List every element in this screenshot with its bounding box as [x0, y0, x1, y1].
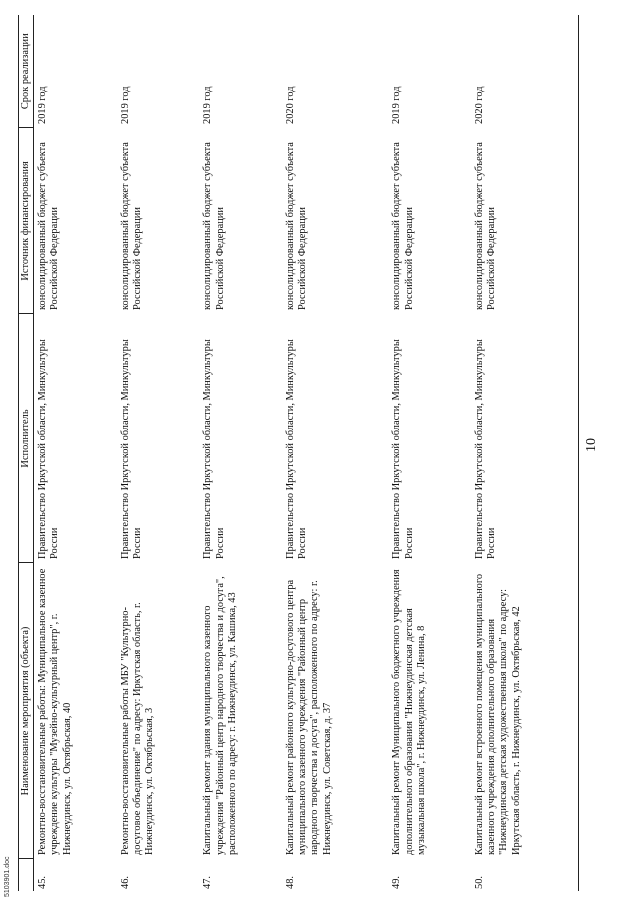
header-source: Источник финансирования — [19, 128, 34, 314]
row-source: консолидированный бюджет субъекта Российской Федерации — [284, 142, 309, 310]
header-number — [19, 859, 34, 891]
table-row — [388, 15, 470, 891]
row-executor: Правительство Иркутской области, Минкультуры России — [119, 339, 144, 559]
page-number: 10 — [584, 438, 599, 452]
row-executor: Правительство Иркутской области, Минкультуры России — [471, 314, 579, 563]
header-executor: Исполнитель — [19, 314, 34, 563]
row-term: 2020 год — [471, 15, 579, 128]
row-term: 2019 год — [37, 86, 48, 124]
row-executor: Правительство Иркутской области, Минкультуры России — [391, 339, 415, 559]
row-name: Капитальный ремонт Муниципального бюджетного учреждения дополнительного образования "Нижнеудинская детская музыкальная школа", г. Нижнеудинск, ул. Ленина, 8 — [391, 569, 427, 855]
measures-table — [18, 15, 579, 891]
file-name-footer: 5103901.doc — [4, 856, 11, 897]
table-row — [199, 15, 281, 891]
row-source: консолидированный бюджет субъекта Российской Федерации — [471, 128, 579, 314]
table-header-row — [19, 15, 34, 891]
row-number: 46. — [119, 876, 131, 889]
row-number: 49. — [391, 876, 403, 889]
table-row — [117, 15, 199, 891]
row-term: 2019 год — [202, 86, 214, 124]
header-name: Наименование мероприятия (объекта) — [19, 563, 34, 859]
row-executor: Правительство Иркутской области, Минкультуры России — [284, 339, 309, 559]
row-term: 2020 год — [284, 86, 296, 124]
row-term: 2019 год — [391, 86, 403, 124]
row-source: консолидированный бюджет субъекта Российской Федерации — [202, 142, 226, 310]
row-name: Капитальный ремонт встроенного помещения муниципального казенного учреждения дополнительного образования "Нижнеудинская детская художественная школа" по адресу: Иркутская область, г. Нижнеудинск, ул. Октябрьская, 42 — [471, 563, 579, 859]
table-row — [282, 15, 389, 891]
row-name: Ремонтно-восстановительные работы: Муниципальное казенное учреждение культуры "Музейно-культурный центр", г. Нижнеудинск, ул. Октябрьская, 40 — [37, 568, 73, 855]
row-source: консолидированный бюджет субъекта Российской Федерации — [37, 142, 61, 310]
row-source: консолидированный бюджет субъекта Российской Федерации — [391, 142, 415, 310]
row-executor: Правительство Иркутской области, Минкультуры России — [37, 339, 61, 559]
row-number: 50. — [471, 859, 579, 891]
table-row — [34, 15, 117, 891]
row-executor: Правительство Иркутской области, Минкультуры России — [202, 339, 226, 559]
row-number: 48. — [284, 876, 296, 889]
row-name: Ремонтно-восстановительные работы МБУ "Культурно-досуговое объединение" по адресу: Иркутская область, г. Нижнеудинск, ул. Октябрьская, 3 — [119, 602, 156, 855]
row-source: консолидированный бюджет субъекта Российской Федерации — [119, 142, 144, 310]
table-row — [471, 15, 579, 891]
row-name: Капитальный ремонт здания муниципального казенного учреждения "Районный центр народного творчества и досуга", расположенного по адресу: г. Нижнеудинск, ул. Кашика, 43 — [202, 576, 238, 855]
row-name: Капитальный ремонт районного культурно-досугового центра муниципального казенного учреждения "Районный центр народного творчества и досуга", расположенного по адресу: г. Нижнеудинск, ул. Советская, д. 37 — [284, 579, 333, 855]
row-number: 47. — [202, 876, 214, 889]
header-term: Срок реализации — [19, 15, 34, 128]
row-term: 2019 год — [119, 86, 131, 124]
row-number: 45. — [37, 876, 48, 889]
